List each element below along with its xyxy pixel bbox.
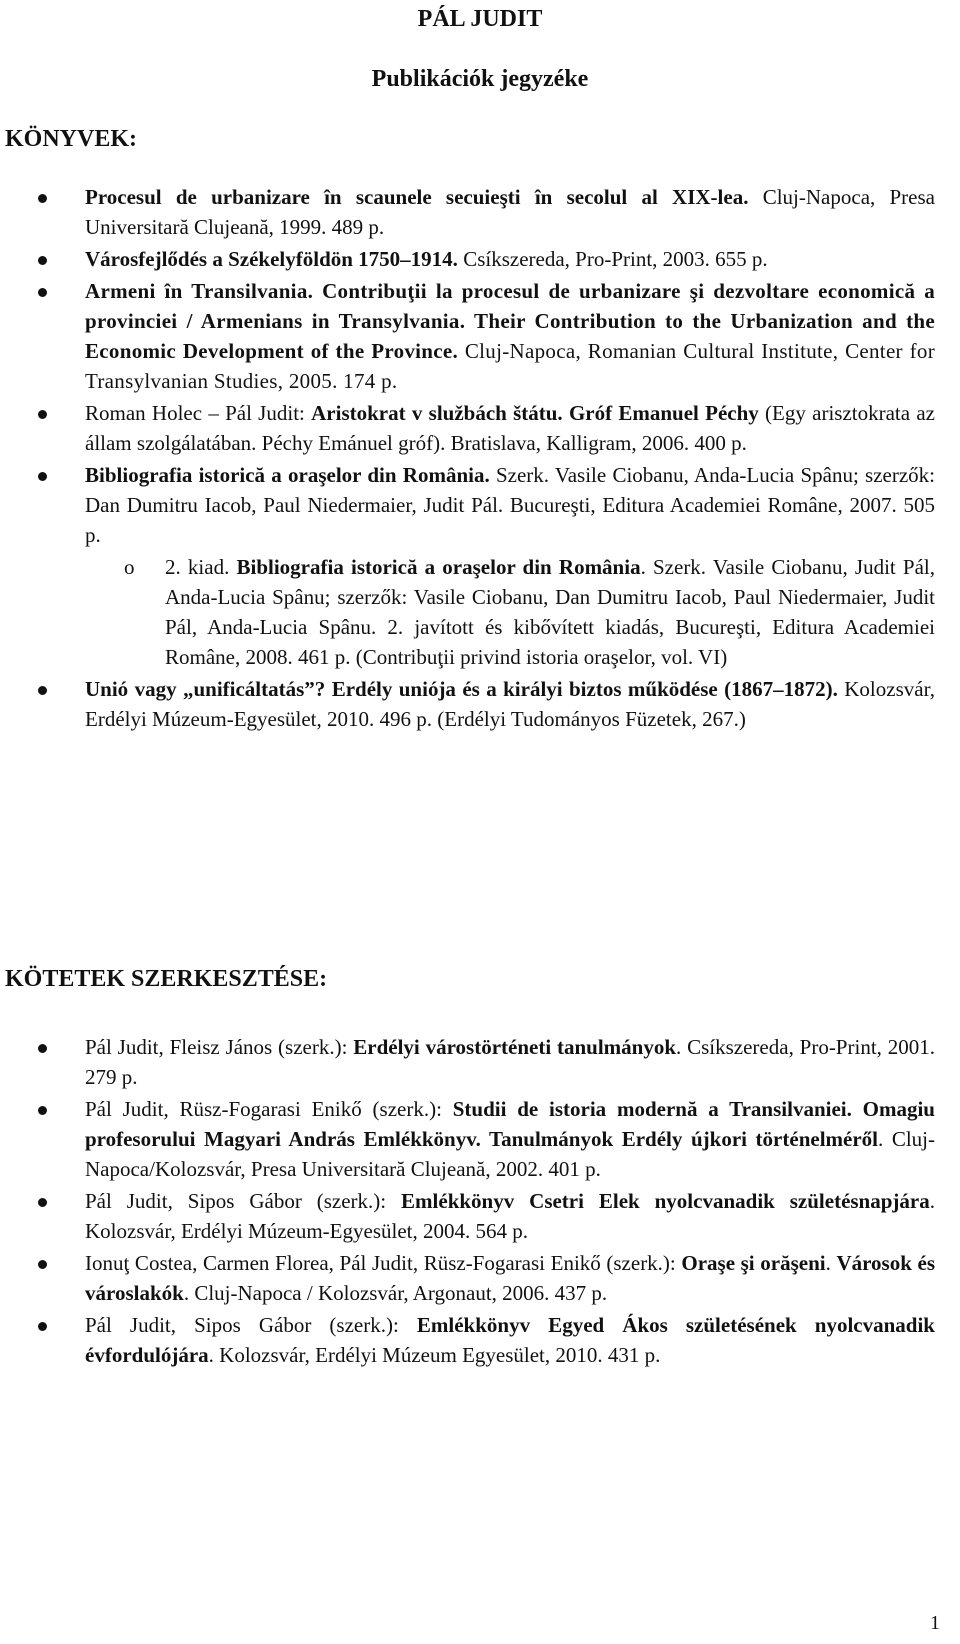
editors: Pál Judit, Sipos Gábor (szerk.): — [85, 1189, 402, 1213]
volume-title-alt: Városok és városlakók — [85, 1251, 935, 1305]
list-item — [0, 1248, 960, 1308]
bullet-icon — [38, 1198, 47, 1207]
bullet-icon — [38, 1260, 47, 1269]
sub-list-item — [0, 552, 960, 672]
book-details: . Szerk. Vasile Ciobanu, Judit Pál, Anda-Lucia Spânu; szerzők: Vasile Ciobanu, Dan Dumitru Iacob, Paul Niedermaier, Judit Pál, Anda-Lucia Spânu. 2. javított és kibővített kiadás, Bucureşti, Editura Academiei Române, 2008. 461 p. (Contribuţii privind istoria oraşelor, vol. VI) — [165, 555, 935, 669]
volume-title: Emlékkönyv Egyed Ákos születésének nyolcvanadik évfordulójára — [85, 1313, 935, 1367]
editors: Pál Judit, Fleisz János (szerk.): — [85, 1035, 354, 1059]
bullet-icon — [38, 288, 47, 297]
books-heading: KÖNYVEK: — [5, 126, 137, 152]
books-list — [0, 182, 960, 734]
list-item — [0, 1094, 960, 1184]
volume-details: . Csíkszereda, Pro-Print, 2001. 279 p. — [85, 1035, 935, 1089]
book-details: Csíkszereda, Pro-Print, 2003. 655 p. — [457, 247, 768, 271]
book-details: Szerk. Vasile Ciobanu, Anda-Lucia Spânu; szerzők: Dan Dumitru Iacob, Paul Niedermaier, Judit Pál. Bucureşti, Editura Academiei Române, 2007. 505 p. — [85, 463, 935, 547]
circle-marker: o — [124, 555, 135, 579]
document-subtitle: Publikációk jegyzéke — [371, 66, 589, 92]
volume-details: . Kolozsvár, Erdélyi Múzeum Egyesület, 2010. 431 p. — [208, 1343, 661, 1367]
bullet-icon — [38, 410, 47, 419]
book-title: Városfejlődés a Székelyföldön 1750–1914. — [85, 247, 458, 271]
bullet-icon — [38, 1044, 47, 1053]
bullet-icon — [38, 472, 47, 481]
volume-title: Oraşe şi orăşeni — [681, 1251, 826, 1275]
editors: Pál Judit, Rüsz-Fogarasi Enikő (szerk.): — [85, 1097, 453, 1121]
book-title: Unió vagy „unificáltatás”? Erdély uniója és a királyi biztos működése (1867–1872). — [85, 677, 838, 701]
list-item — [0, 674, 960, 734]
book-details: Cluj-Napoca, Presa Universitară Clujeană, 1999. 489 p. — [85, 185, 935, 239]
book-authors: Roman Holec – Pál Judit: — [85, 401, 312, 425]
bullet-icon — [38, 686, 47, 695]
book-title: Procesul de urbanizare în scaunele secuieşti în secolul al XIX-lea. — [85, 185, 749, 209]
editors: Ionuţ Costea, Carmen Florea, Pál Judit, Rüsz-Fogarasi Enikő (szerk.): — [85, 1251, 682, 1275]
book-details: Kolozsvár, Erdélyi Múzeum-Egyesület, 2010. 496 p. (Erdélyi Tudományos Füzetek, 267.) — [85, 677, 935, 731]
book-title: Armeni în Transilvania. Contribuţii la procesul de urbanizare şi dezvoltare economică a provinciei / Armenians in Transylvania. Their Contribution to the Urbanization and the Economic Development of the Province. — [85, 279, 935, 363]
edited-volumes-heading: KÖTETEK SZERKESZTÉSE: — [5, 966, 328, 992]
page-number: 1 — [930, 1612, 940, 1634]
list-item — [0, 1032, 960, 1092]
volume-title: Erdélyi várostörténeti tanulmányok — [353, 1035, 677, 1059]
bullet-icon — [38, 1106, 47, 1115]
bullet-icon — [38, 256, 47, 265]
separator: . — [825, 1251, 837, 1275]
list-item — [0, 1186, 960, 1246]
list-item — [0, 398, 960, 458]
list-item — [0, 244, 960, 274]
book-details: (Egy arisztokrata az állam szolgálatában. Péchy Emánuel gróf). Bratislava, Kalligram, 2006. 400 p. — [85, 401, 935, 455]
list-item — [0, 460, 960, 550]
book-title: Aristokrat v službách štátu. Gróf Emanuel Péchy — [311, 401, 759, 425]
bullet-icon — [38, 1322, 47, 1331]
list-item — [0, 1310, 960, 1370]
volume-details: . Cluj-Napoca / Kolozsvár, Argonaut, 2006. 437 p. — [183, 1281, 608, 1305]
editors: Pál Judit, Sipos Gábor (szerk.): — [85, 1313, 417, 1337]
volume-title: Emlékkönyv Csetri Elek nyolcvanadik születésnapjára — [401, 1189, 930, 1213]
list-item — [0, 182, 960, 242]
book-title: Bibliografia istorică a oraşelor din România. — [85, 463, 490, 487]
bullet-icon — [38, 194, 47, 203]
author-name: PÁL JUDIT — [417, 6, 543, 32]
edition-note: 2. kiad. — [165, 555, 237, 579]
list-item — [0, 276, 960, 396]
volume-details: . Cluj-Napoca/Kolozsvár, Presa Universitară Clujeană, 2002. 401 p. — [85, 1127, 936, 1181]
edited-volumes-list — [0, 1032, 960, 1370]
book-title: Bibliografia istorică a oraşelor din România — [236, 555, 641, 579]
book-details: Cluj-Napoca, Romanian Cultural Institute, Center for Transylvanian Studies, 2005. 174 p. — [85, 339, 936, 393]
volume-title: Studii de istoria modernă a Transilvaniei. Omagiu profesorului Magyari András Emlékkönyv. Tanulmányok Erdély újkori történelméről — [85, 1097, 935, 1151]
volume-details: . Kolozsvár, Erdélyi Múzeum-Egyesület, 2004. 564 p. — [85, 1189, 935, 1243]
